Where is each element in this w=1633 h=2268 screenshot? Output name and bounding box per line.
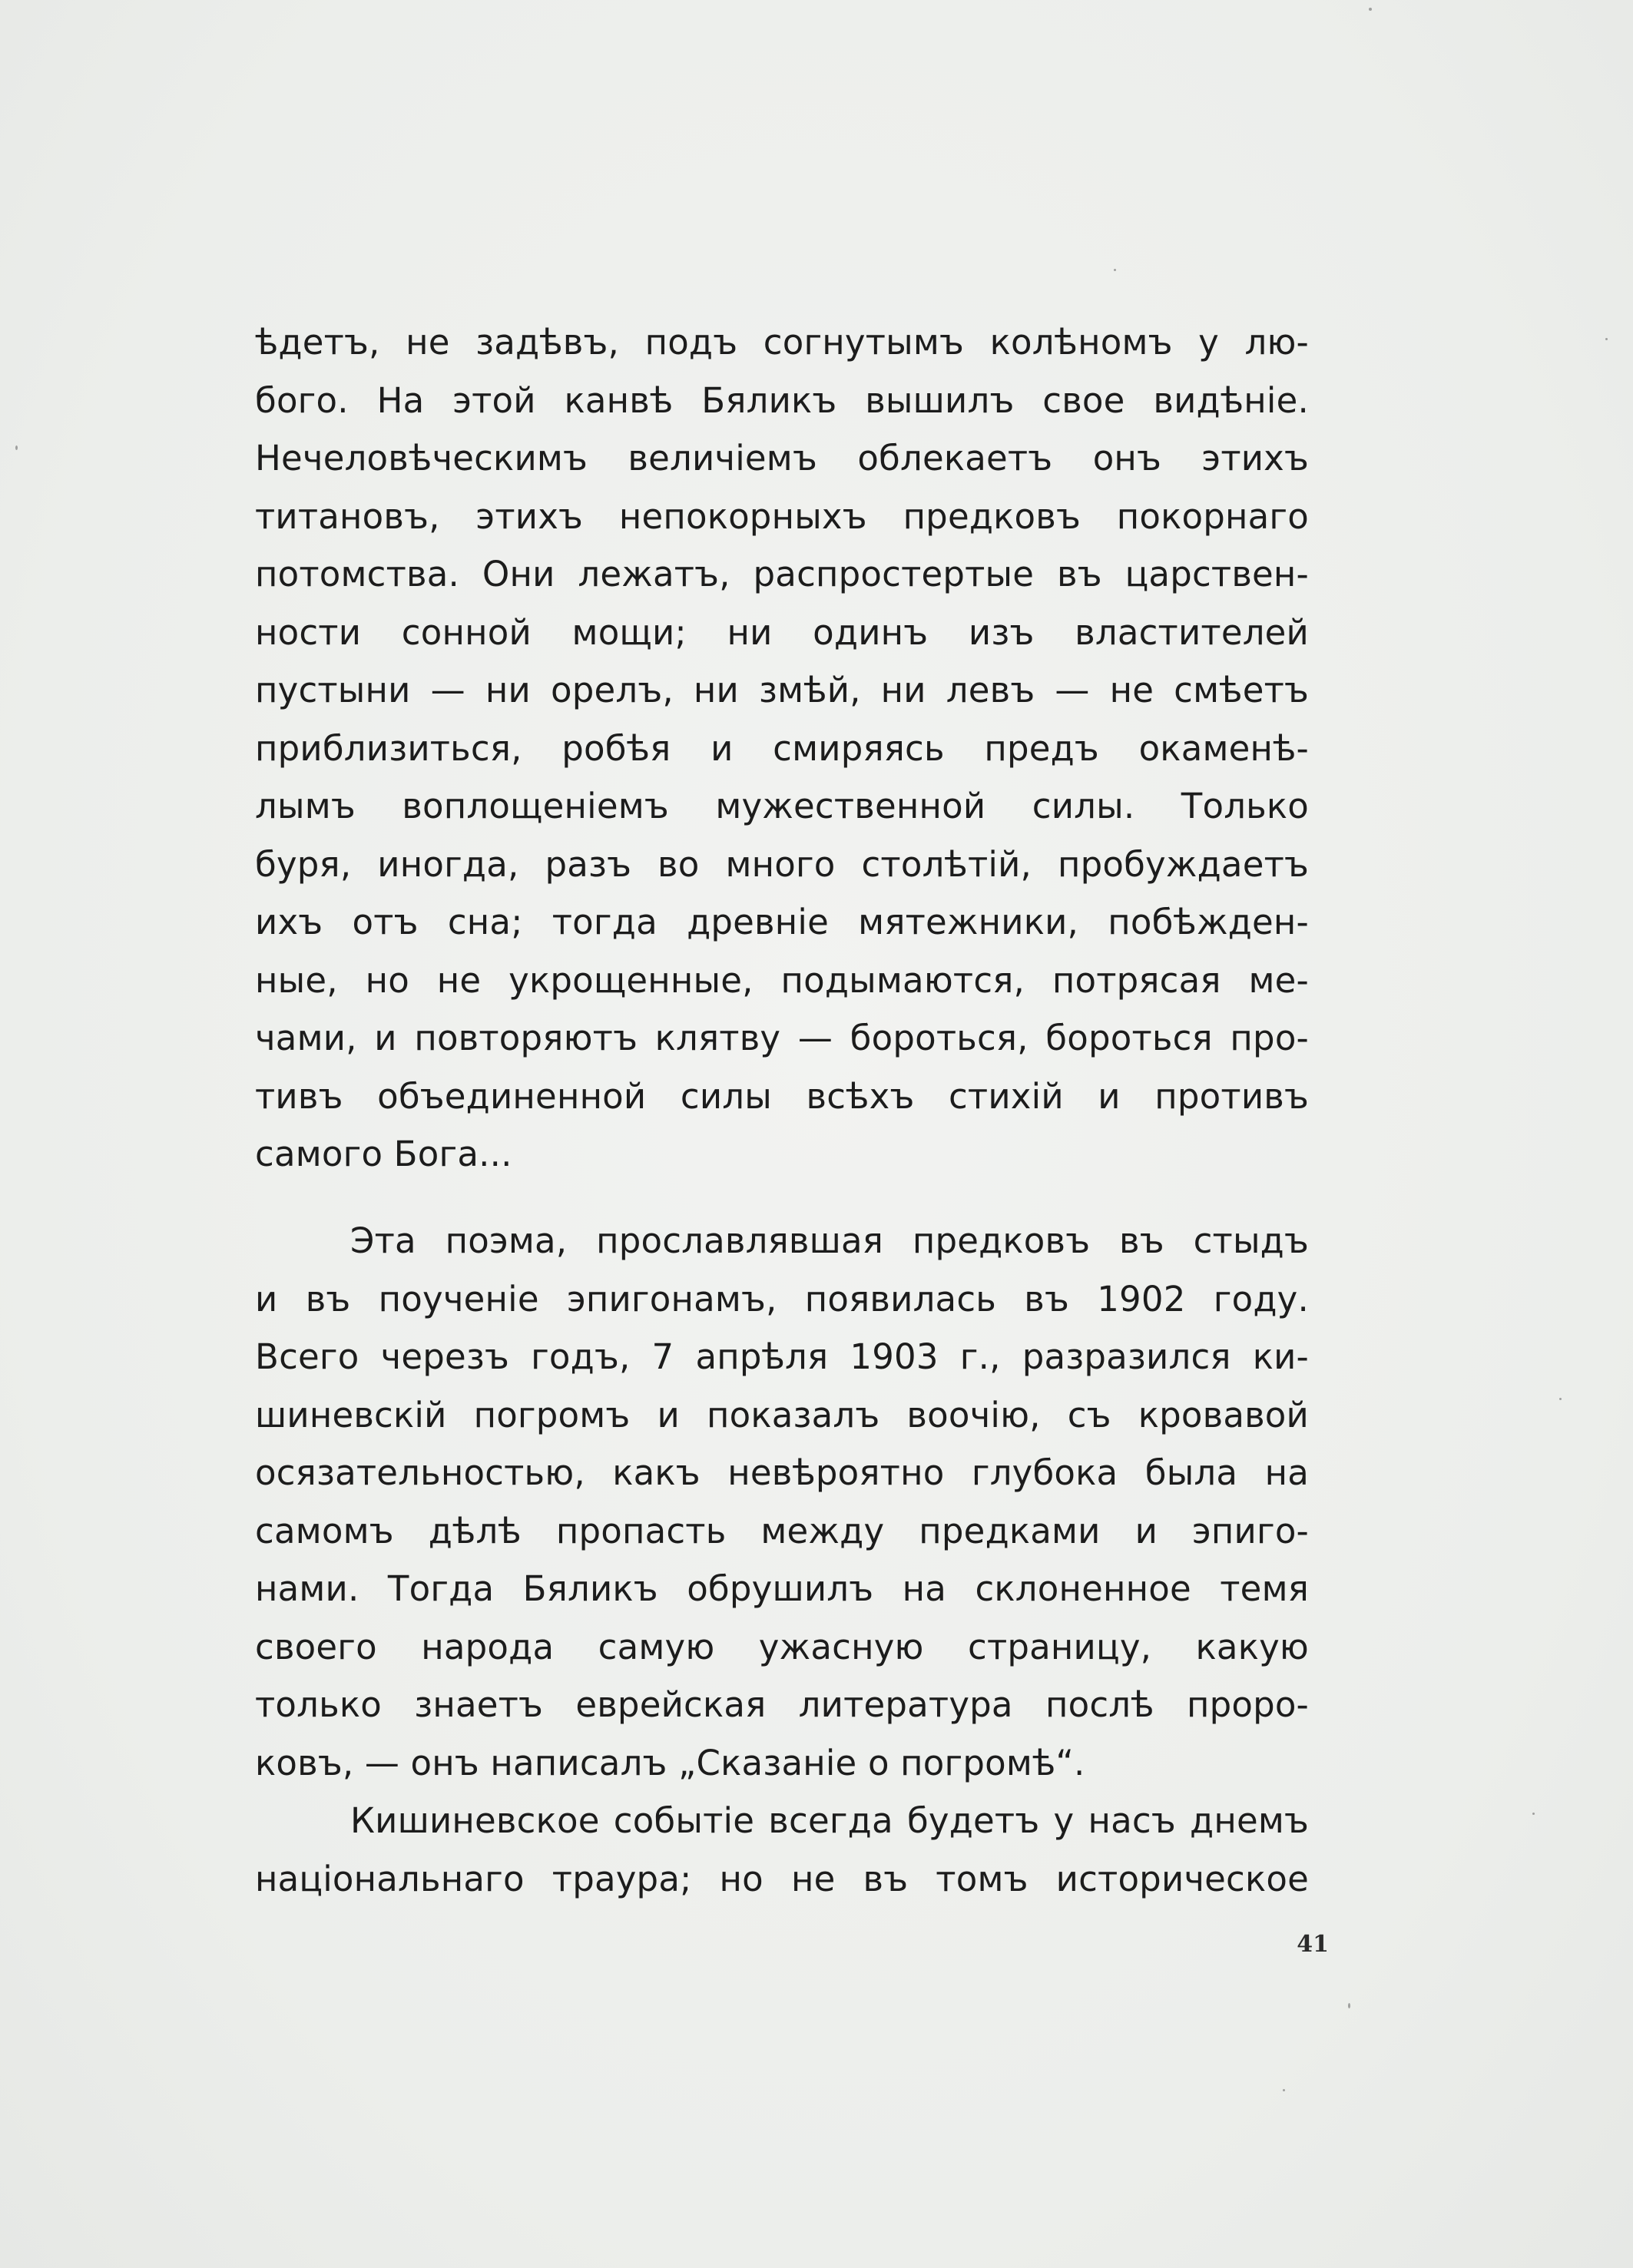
paragraph-titans — [255, 313, 1309, 1184]
paragraph-poem-and-pogrom — [255, 1212, 1309, 1908]
scan-speck — [1283, 2089, 1285, 2091]
text-line: пустыни — ни орелъ, ни змѣй, ни левъ — не смѣетъ — [255, 670, 1309, 710]
scan-speck — [1369, 8, 1372, 11]
text-line: лымъ воплощеніемъ мужественной силы. Только — [255, 786, 1309, 826]
text-line: самомъ дѣлѣ пропасть между предками и эпиго- — [255, 1510, 1309, 1551]
text-line: нами. Тогда Бяликъ обрушилъ на склоненное темя — [255, 1568, 1309, 1609]
scan-speck — [1532, 1813, 1535, 1815]
text-line: національнаго траура; но не въ томъ историческое — [255, 1858, 1309, 1899]
text-line: приблизиться, робѣя и смиряясь предъ окаменѣ- — [255, 727, 1309, 769]
text-line: Всего черезъ годъ, 7 апрѣля 1903 г., разразился ки- — [255, 1336, 1309, 1377]
text-line: только знаетъ еврейская литература послѣ проро- — [255, 1684, 1309, 1725]
text-line: и въ поученіе эпигонамъ, появилась въ 1902 году. — [255, 1278, 1309, 1319]
scan-speck — [1348, 2003, 1350, 2008]
text-line: чами, и повторяютъ клятву — бороться, бороться про- — [255, 1018, 1309, 1058]
scan-speck — [15, 445, 18, 450]
text-line: Эта поэма, прославлявшая предковъ въ стыдъ — [350, 1220, 1309, 1261]
text-line: Кишиневское событіе всегда будетъ у насъ днемъ — [350, 1800, 1309, 1841]
page-number: 41 — [1297, 1931, 1329, 1958]
text-line: титановъ, этихъ непокорныхъ предковъ покорнаго — [255, 495, 1309, 537]
text-line: самого Бога... — [255, 1134, 512, 1174]
text-line: ные, но не укрощенные, подымаются, потрясая ме- — [255, 959, 1309, 1001]
text-line: ѣдетъ, не задѣвъ, подъ согнутымъ колѣномъ у лю- — [255, 322, 1309, 363]
text-line: потомства. Они лежатъ, распростертые въ царствен- — [255, 554, 1309, 594]
text-line: ихъ отъ сна; тогда древніе мятежники, побѣжден- — [255, 902, 1309, 942]
scan-speck — [1559, 1398, 1562, 1400]
scan-speck — [1114, 269, 1116, 271]
scan-speck — [1605, 338, 1608, 340]
text-line: Нечеловѣческимъ величіемъ облекаетъ онъ этихъ — [255, 438, 1309, 478]
text-line: осязательностью, какъ невѣроятно глубока была на — [255, 1452, 1309, 1493]
text-line: шиневскій погромъ и показалъ воочію, съ кровавой — [255, 1394, 1309, 1435]
text-line: ковъ, — онъ написалъ „Сказаніе о погромѣ“. — [255, 1742, 1085, 1783]
text-line: бого. На этой канвѣ Бяликъ вышилъ свое видѣніе. — [255, 379, 1309, 421]
text-line: буря, иногда, разъ во много столѣтій, пробуждаетъ — [255, 843, 1309, 885]
text-line: своего народа самую ужасную страницу, какую — [255, 1626, 1309, 1667]
text-line: ности сонной мощи; ни одинъ изъ властителей — [255, 611, 1309, 653]
text-line: тивъ объединенной силы всѣхъ стихій и противъ — [255, 1075, 1309, 1117]
